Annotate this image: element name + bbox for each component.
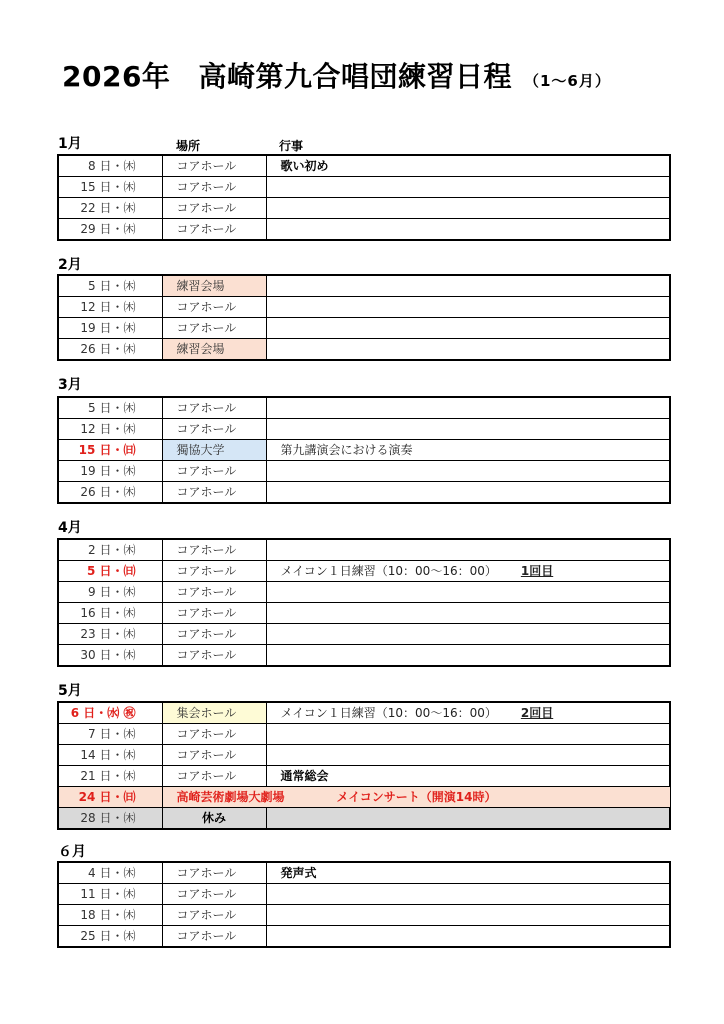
month-label-mar: 3月 xyxy=(58,377,82,393)
place-cell: コアホール xyxy=(162,482,266,504)
date-cell: 28 日・㈭ xyxy=(58,808,162,830)
table-row xyxy=(58,645,670,667)
place-cell: コアホール xyxy=(162,766,266,787)
date-cell: 12 日・㈭ xyxy=(58,419,162,440)
table-row xyxy=(58,461,670,482)
date-cell: 5 日・㈭ xyxy=(58,397,162,419)
date-cell: 7 日・㈭ xyxy=(58,724,162,745)
table-row xyxy=(58,318,670,339)
event-cell xyxy=(266,397,670,419)
concert-cell xyxy=(162,787,670,808)
place-cell: 休み xyxy=(162,808,266,830)
event-cell xyxy=(266,275,670,297)
table-row xyxy=(58,603,670,624)
event-cell xyxy=(266,884,670,905)
table-row xyxy=(58,177,670,198)
event-cell: 歌い初め xyxy=(266,155,670,177)
place-cell: コアホール xyxy=(162,155,266,177)
place-cell: コアホール xyxy=(162,926,266,948)
table-row xyxy=(58,397,670,419)
table-row xyxy=(58,219,670,241)
date-cell: 25 日・㈭ xyxy=(58,926,162,948)
schedule-table-apr xyxy=(57,538,671,667)
date-cell: 19 日・㈭ xyxy=(58,461,162,482)
table-row xyxy=(58,808,670,830)
event-cell xyxy=(266,539,670,561)
page-title xyxy=(62,55,611,99)
date-cell: 30 日・㈭ xyxy=(58,645,162,667)
schedule-table-mar xyxy=(57,396,671,504)
date-cell: 24 日・㈰ xyxy=(58,787,162,808)
date-cell: 6 日・㈬ ㊗ xyxy=(58,702,162,724)
place-cell: コアホール xyxy=(162,884,266,905)
place-cell: コアホール xyxy=(162,539,266,561)
table-row xyxy=(58,624,670,645)
date-cell: 26 日・㈭ xyxy=(58,482,162,504)
place-cell: コアホール xyxy=(162,219,266,241)
table-row xyxy=(58,787,670,808)
date-cell: 15 日・㈭ xyxy=(58,177,162,198)
event-cell xyxy=(266,603,670,624)
table-row xyxy=(58,862,670,884)
date-cell: 18 日・㈭ xyxy=(58,905,162,926)
table-row xyxy=(58,482,670,504)
event-text: メイコン１日練習（10：00～16：00） xyxy=(280,706,497,720)
month-label-feb: 2月 xyxy=(58,257,82,273)
event-cell xyxy=(266,198,670,219)
table-row xyxy=(58,745,670,766)
place-cell: 練習会場 xyxy=(162,339,266,361)
date-cell: 15 日・㈰ xyxy=(58,440,162,461)
header-place: 場所 xyxy=(176,139,201,153)
place-cell: コアホール xyxy=(162,645,266,667)
event-cell xyxy=(266,339,670,361)
date-cell: 22 日・㈭ xyxy=(58,198,162,219)
place-cell: 獨協大学 xyxy=(162,440,266,461)
place-cell: コアホール xyxy=(162,745,266,766)
date-cell: 9 日・㈭ xyxy=(58,582,162,603)
event-cell: 発声式 xyxy=(266,862,670,884)
table-row xyxy=(58,198,670,219)
date-cell: 11 日・㈭ xyxy=(58,884,162,905)
schedule-table-may xyxy=(57,701,671,830)
header-event: 行事 xyxy=(279,139,304,153)
event-cell xyxy=(266,297,670,318)
table-row xyxy=(58,926,670,948)
event-cell xyxy=(266,724,670,745)
event-cell xyxy=(266,582,670,603)
title-name: 高崎第九合唱団練習日程 xyxy=(198,60,512,93)
place-cell: コアホール xyxy=(162,318,266,339)
date-cell: 21 日・㈭ xyxy=(58,766,162,787)
event-cell xyxy=(266,745,670,766)
date-cell: 5 日・㈭ xyxy=(58,275,162,297)
table-row xyxy=(58,155,670,177)
date-cell: 14 日・㈭ xyxy=(58,745,162,766)
month-label-may: 5月 xyxy=(58,683,82,699)
event-cell xyxy=(266,645,670,667)
schedule-table-feb xyxy=(57,274,671,361)
event-cell xyxy=(266,905,670,926)
table-row xyxy=(58,339,670,361)
place-cell: コアホール xyxy=(162,603,266,624)
place-cell: コアホール xyxy=(162,177,266,198)
date-cell: 29 日・㈭ xyxy=(58,219,162,241)
event-cell xyxy=(266,177,670,198)
schedule-table-jan xyxy=(57,154,671,241)
event-cell xyxy=(266,461,670,482)
place-cell: コアホール xyxy=(162,198,266,219)
place-cell: コアホール xyxy=(162,419,266,440)
schedule-table-jun xyxy=(57,861,671,948)
place-cell: コアホール xyxy=(162,905,266,926)
event-cell xyxy=(266,482,670,504)
date-cell: 8 日・㈭ xyxy=(58,155,162,177)
place-cell: コアホール xyxy=(162,461,266,482)
date-cell: 12 日・㈭ xyxy=(58,297,162,318)
place-cell: 集会ホール xyxy=(162,702,266,724)
place-text: 高崎芸術劇場大劇場 xyxy=(176,790,285,804)
date-cell: 16 日・㈭ xyxy=(58,603,162,624)
table-row xyxy=(58,702,670,724)
date-cell: 4 日・㈭ xyxy=(58,862,162,884)
table-row xyxy=(58,561,670,582)
month-label-jun: ６月 xyxy=(58,844,86,860)
event-cell xyxy=(266,419,670,440)
event-cell xyxy=(266,561,670,582)
date-cell: 2 日・㈭ xyxy=(58,539,162,561)
table-row xyxy=(58,905,670,926)
table-row xyxy=(58,582,670,603)
month-label-apr: 4月 xyxy=(58,520,82,536)
table-row xyxy=(58,440,670,461)
place-cell: コアホール xyxy=(162,561,266,582)
table-row xyxy=(58,884,670,905)
session-number: 1回目 xyxy=(520,564,554,578)
event-cell xyxy=(266,702,670,724)
event-cell xyxy=(266,219,670,241)
table-row xyxy=(58,724,670,745)
event-text: メイコン１日練習（10：00～16：00） xyxy=(280,564,497,578)
date-cell: 26 日・㈭ xyxy=(58,339,162,361)
event-cell xyxy=(266,808,670,830)
table-row xyxy=(58,275,670,297)
table-row xyxy=(58,766,670,787)
title-year: 2026年 xyxy=(62,60,171,93)
session-number: 2回目 xyxy=(520,706,554,720)
event-cell: 第九講演会における演奏 xyxy=(266,440,670,461)
table-row xyxy=(58,539,670,561)
date-cell: 19 日・㈭ xyxy=(58,318,162,339)
place-cell: コアホール xyxy=(162,582,266,603)
table-row xyxy=(58,419,670,440)
date-cell: 23 日・㈭ xyxy=(58,624,162,645)
table-row xyxy=(58,297,670,318)
place-cell: コアホール xyxy=(162,862,266,884)
place-cell: コアホール xyxy=(162,397,266,419)
month-label-jan: 1月 xyxy=(58,136,82,152)
event-cell xyxy=(266,926,670,948)
event-cell: 通常総会 xyxy=(266,766,670,787)
title-range: （1～6月） xyxy=(523,72,611,90)
place-cell: コアホール xyxy=(162,297,266,318)
place-cell: 練習会場 xyxy=(162,275,266,297)
event-cell xyxy=(266,318,670,339)
place-cell: コアホール xyxy=(162,624,266,645)
event-text: メイコンサート（開演14時） xyxy=(336,790,497,804)
place-cell: コアホール xyxy=(162,724,266,745)
event-cell xyxy=(266,624,670,645)
date-cell: 5 日・㈰ xyxy=(58,561,162,582)
